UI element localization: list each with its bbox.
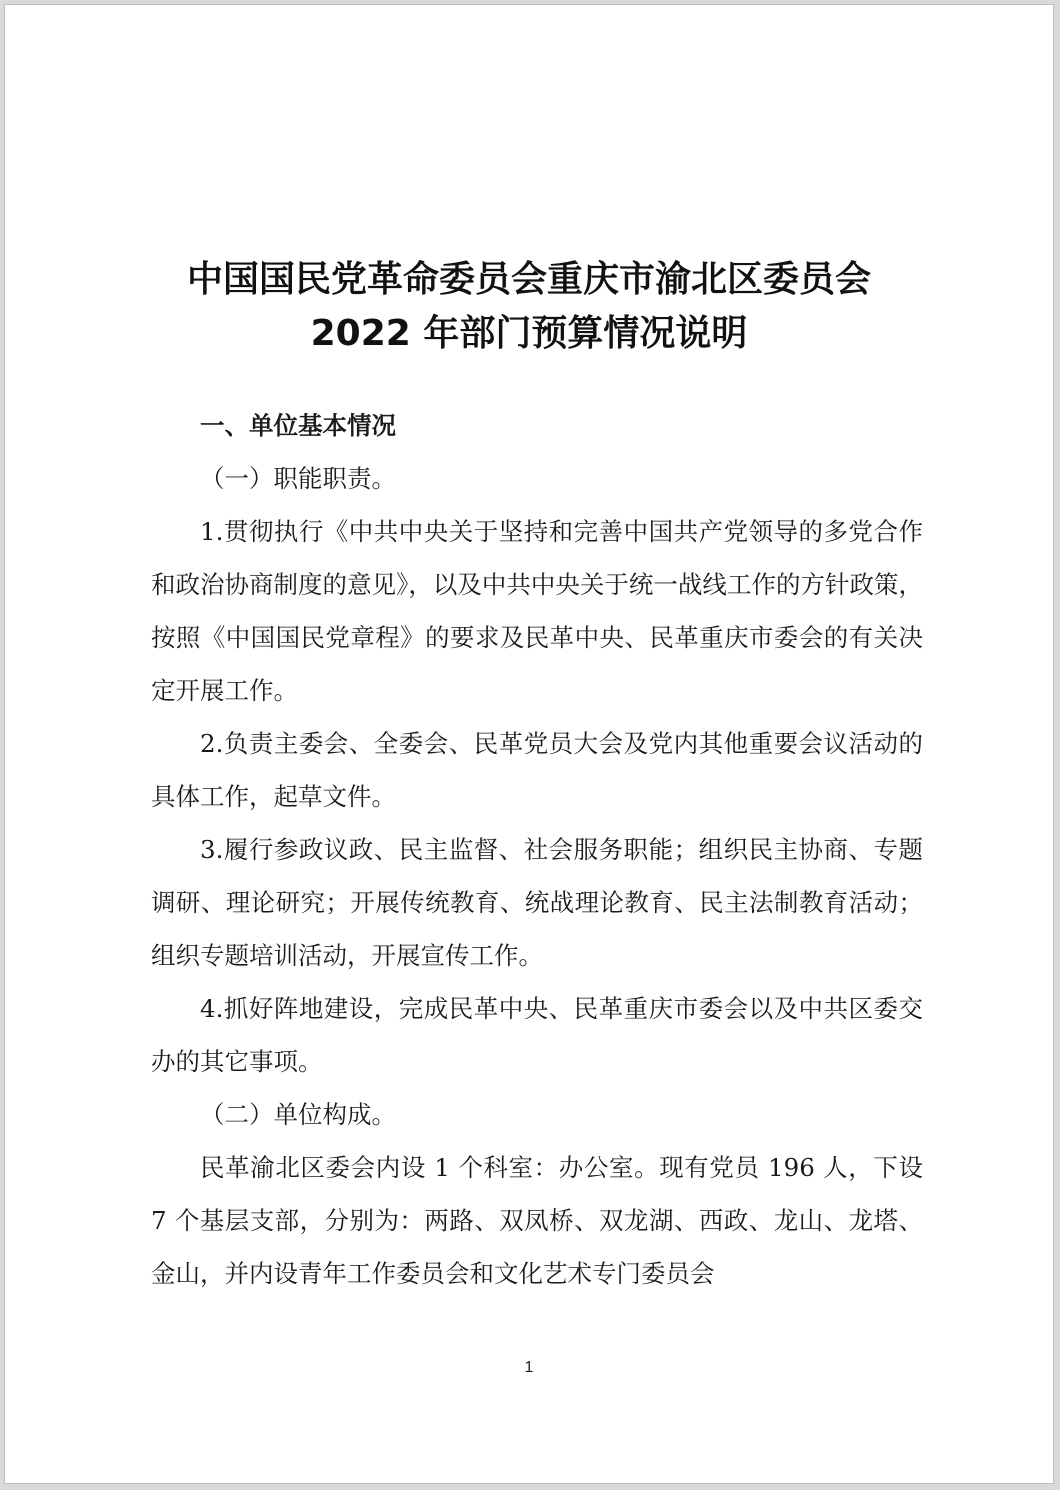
duty-item-2: 2.负责主委会、全委会、民革党员大会及党内其他重要会议活动的具体工作，起草文件。 bbox=[151, 729, 923, 811]
composition-paragraph: 民革渝北区委会内设 1 个科室：办公室。现有党员 196 人，下设 7 个基层支部，分别为：两路、双凤桥、双龙湖、西政、龙山、龙塔、金山，并内设青年工作委员会和文化艺术专门委员会 bbox=[151, 1153, 923, 1288]
section-heading-basic-info: 一、单位基本情况 bbox=[200, 411, 396, 440]
document-body bbox=[151, 399, 923, 1300]
document-title-line-1: 中国国民党革命委员会重庆市渝北区委员会 bbox=[186, 259, 871, 300]
document-page bbox=[4, 4, 1054, 1484]
subsection-heading-duties: （一）职能职责。 bbox=[200, 464, 396, 493]
duty-item-4: 4.抓好阵地建设，完成民革中央、民革重庆市委会以及中共区委交办的其它事项。 bbox=[151, 994, 923, 1076]
document-title-line-2: 2022 年部门预算情况说明 bbox=[310, 313, 748, 354]
duty-item-1: 1.贯彻执行《中共中央关于坚持和完善中国共产党领导的多党合作和政治协商制度的意见》，以及中共中央关于统一战线工作的方针政策，按照《中国国民党章程》的要求及民革中央、民革重庆市委会的有关决定开展工作。 bbox=[151, 517, 923, 705]
page-number: 1 bbox=[524, 1359, 534, 1376]
subsection-heading-composition: （二）单位构成。 bbox=[200, 1100, 396, 1129]
duty-item-3: 3.履行参政议政、民主监督、社会服务职能；组织民主协商、专题调研、理论研究；开展传统教育、统战理论教育、民主法制教育活动；组织专题培训活动，开展宣传工作。 bbox=[151, 835, 923, 970]
